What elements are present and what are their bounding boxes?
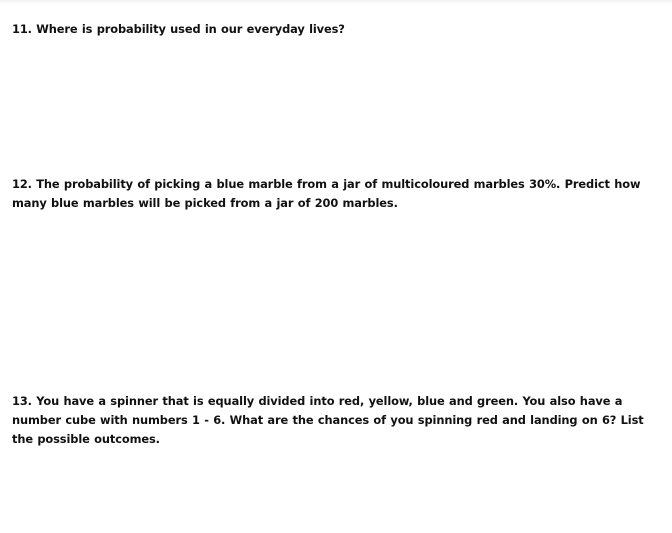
question-12 bbox=[12, 175, 662, 213]
question-13-text: 13. You have a spinner that is equally divided into red, yellow, blue and green. You also have a number cube with numbers 1 - 6. What are the chances of you spinning red and landing on 6? List the possible outcomes. bbox=[12, 394, 644, 446]
question-12-text: 12. The probability of picking a blue marble from a jar of multicoloured marbles 30%. Predict how many blue marbles will be picked from a jar of 200 marbles. bbox=[12, 177, 641, 210]
question-11-text: 11. Where is probability used in our everyday lives? bbox=[12, 22, 345, 36]
answer-space-12[interactable] bbox=[12, 215, 662, 385]
answer-space-11[interactable] bbox=[12, 45, 662, 165]
answer-space-13[interactable] bbox=[12, 432, 662, 527]
page-top-edge bbox=[0, 0, 672, 4]
question-11 bbox=[12, 20, 662, 39]
